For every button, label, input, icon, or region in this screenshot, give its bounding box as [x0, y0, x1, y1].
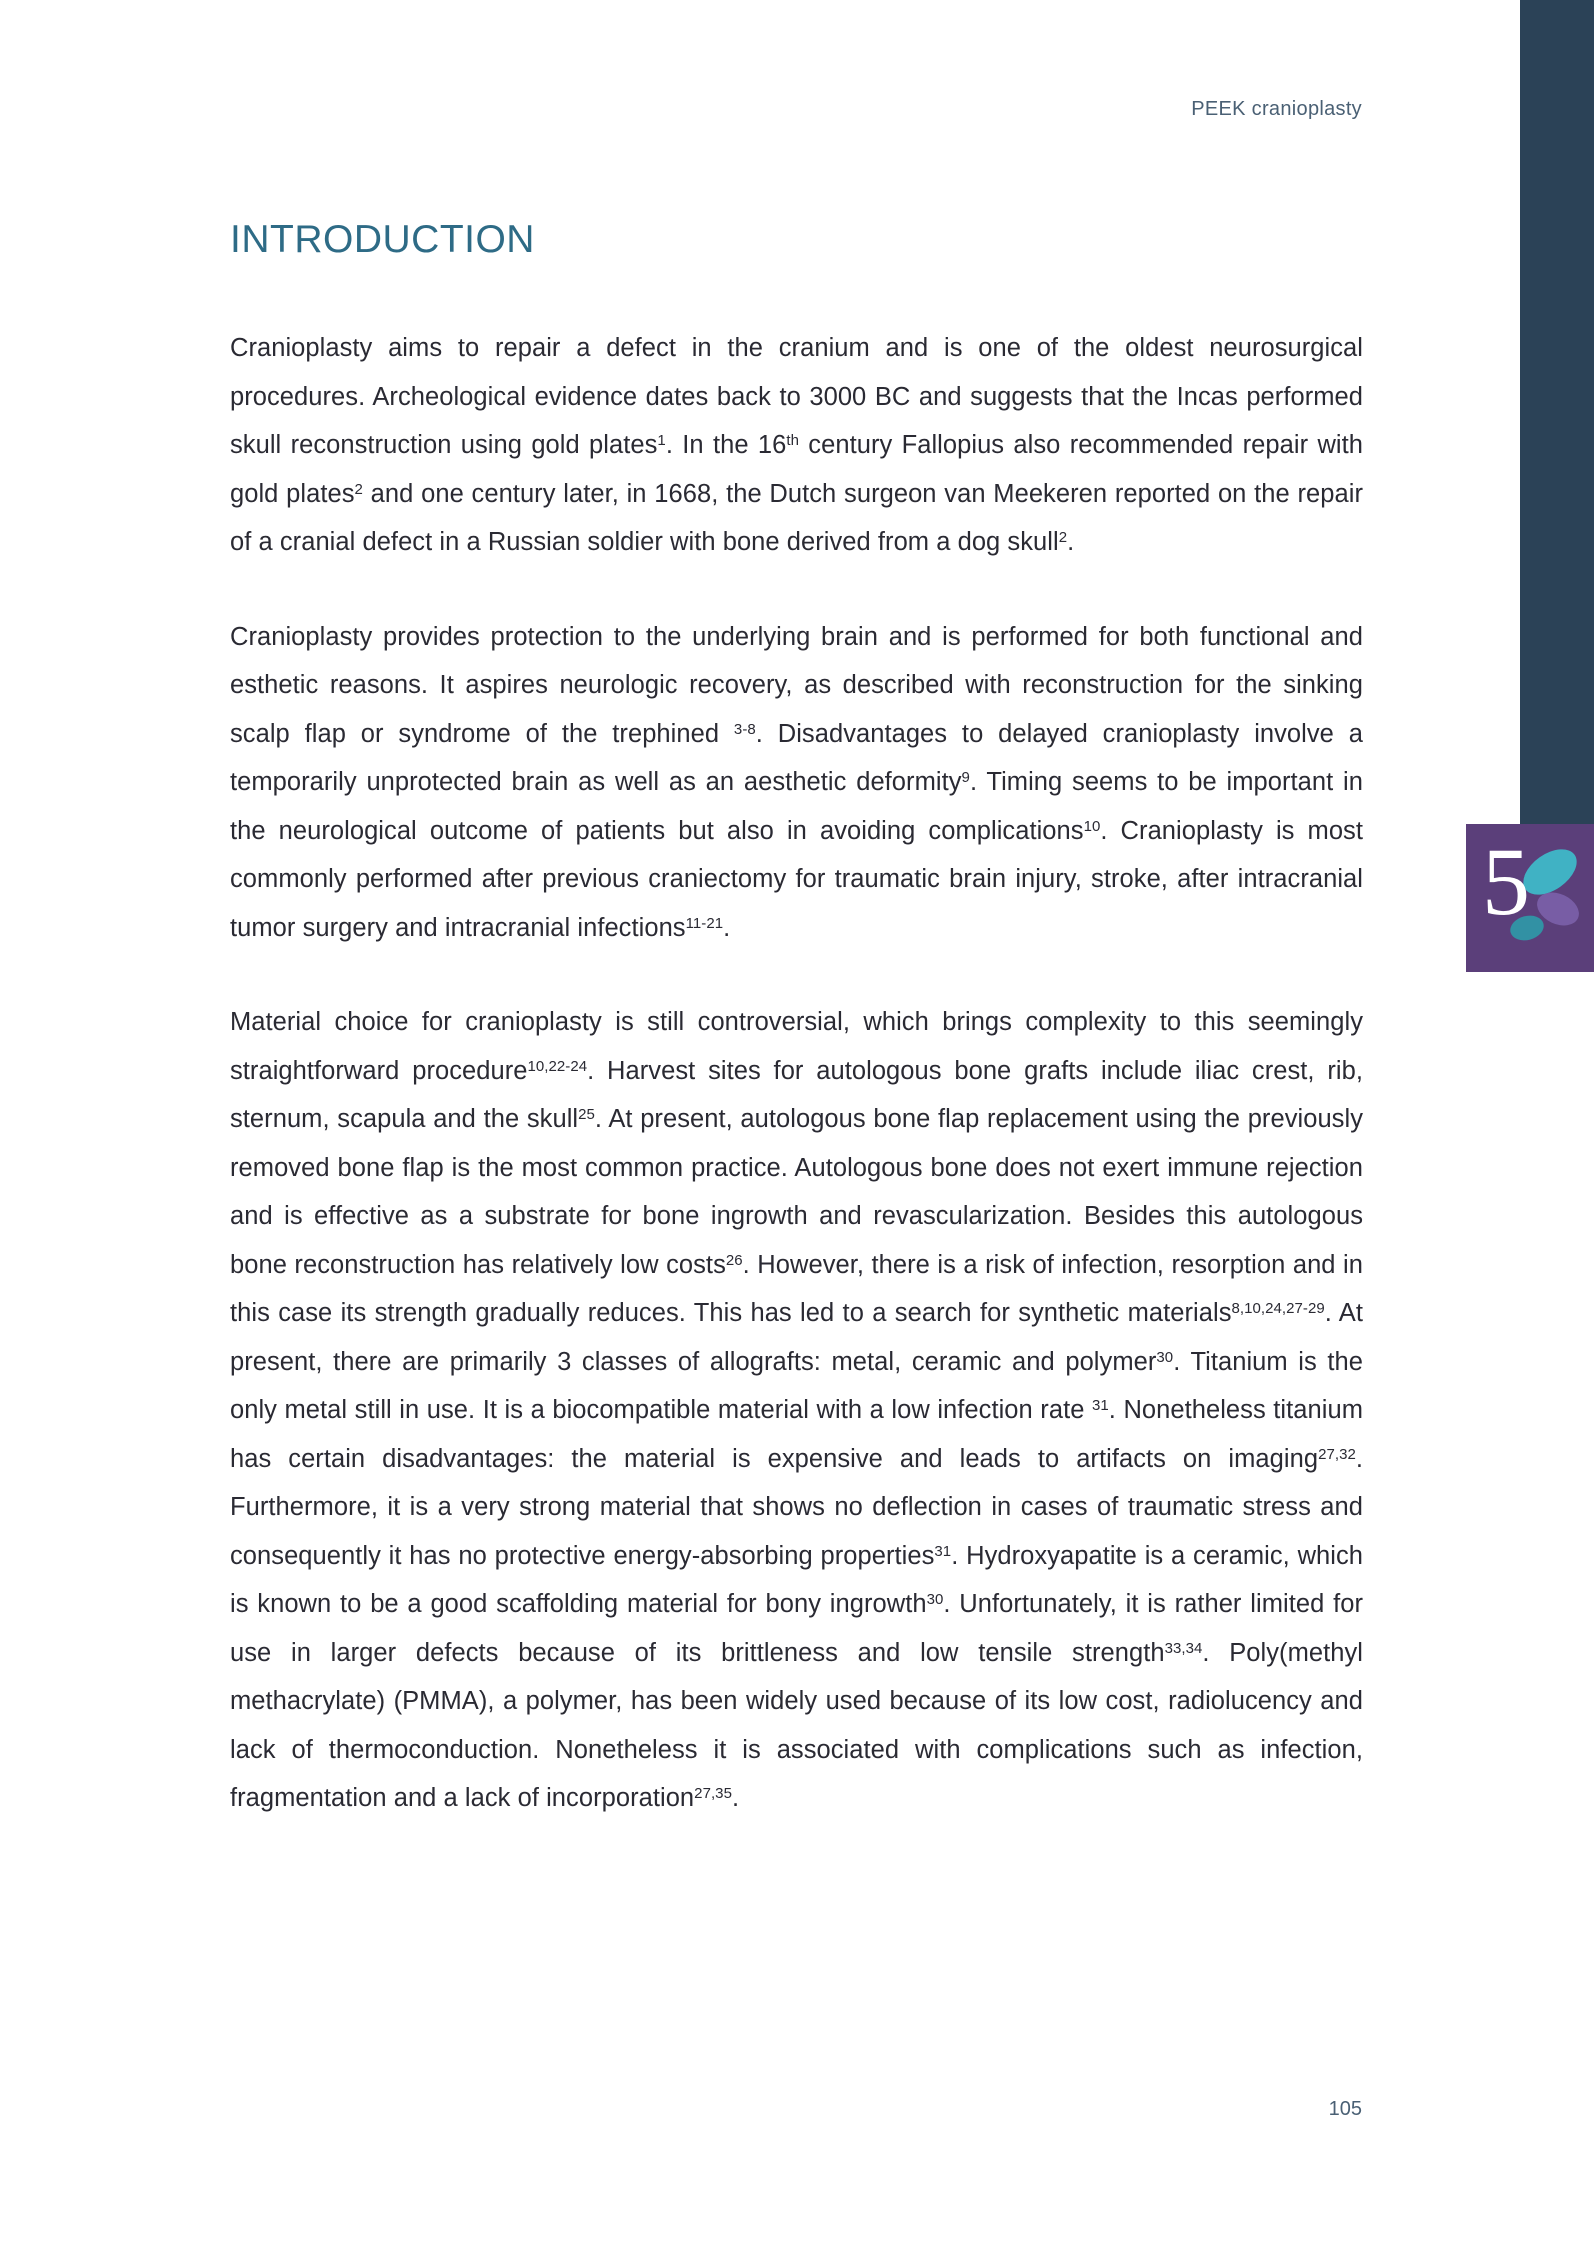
page-title: INTRODUCTION	[230, 218, 535, 261]
chapter-marker-tab	[1466, 824, 1594, 972]
body-paragraph: Cranioplasty aims to repair a defect in the cranium and is one of the oldest neurosurgical procedures. Archeological evidence dates back to 3000 BC and suggests that the Incas performed skull reconstruction using gold plates$^1$. In the 16th century Fallopius also recommended repair with gold plates$^2$ and one century later, in 1668, the Dutch surgeon van Meekeren reported on the repair of a cranial defect in a Russian soldier with bone derived from a dog skull$^2$.	[230, 334, 1363, 556]
body-paragraph: Material choice for cranioplasty is still controversial, which brings complexity to this seemingly straightforward procedure$^{10,22-24}$. Harvest sites for autologous bone grafts include iliac crest, rib, sternum, scapula and the skull$^{25}$. At present, autologous bone flap replacement using the previously removed bone flap is the most common practice. Autologous bone does not exert immune rejection and is effective as a substrate for bone ingrowth and revascularization. Besides this autologous bone reconstruction has relatively low costs$^{26}$. However, there is a risk of infection, resorption and in this case its strength gradually reduces. This has led to a search for synthetic materials$^{8,10,24,27-29}$. At present, there are primarily 3 classes of allografts: metal, ceramic and polymer$^{30}$. Titanium is the only metal still in use. It is a biocompatible material with a low infection rate $^{31}$. Nonetheless titanium has certain disadvantages: the material is expensive and leads to artifacts on imaging$^{27,32}$. Furthermore, it is a very strong material that shows no deflection in cases of traumatic stress and consequently it has no protective energy-absorbing properties$^{31}$. Hydroxyapatite is a ceramic, which is known to be a good scaffolding material for bony ingrowth$^{30}$. Unfortunately, it is rather limited for use in larger defects because of its brittleness and low tensile strength$^{33,34}$. Poly(methyl methacrylate) (PMMA), a polymer, has been widely used because of its low cost, radiolucency and lack of thermoconduction. Nonetheless it is associated with complications such as infection, fragmentation and a lack of incorporation$^{27,35}$.	[230, 1008, 1364, 1812]
running-head: PEEK cranioplasty	[1191, 98, 1362, 120]
chapter-number: 5	[1482, 828, 1528, 935]
body-paragraph: Cranioplasty provides protection to the underlying brain and is performed for both functional and esthetic reasons. It aspires neurologic recovery, as described with reconstruction for the sinking scalp flap or syndrome of the trephined $^{3-8}$. Disadvantages to delayed cranioplasty involve a temporarily unprotected brain as well as an aesthetic deformity$^9$. Timing seems to be important in the neurological outcome of patients but also in avoiding complications$^{10}$. Cranioplasty is most commonly performed after previous craniectomy for traumatic brain injury, stroke, after intracranial tumor surgery and intracranial infections$^{11-21}$.	[230, 622, 1363, 942]
page-edge-band-lower	[1520, 835, 1594, 2250]
page-edge-band	[1520, 0, 1594, 835]
page-content	[230, 218, 1363, 1823]
page-number: 105	[1328, 2098, 1362, 2120]
